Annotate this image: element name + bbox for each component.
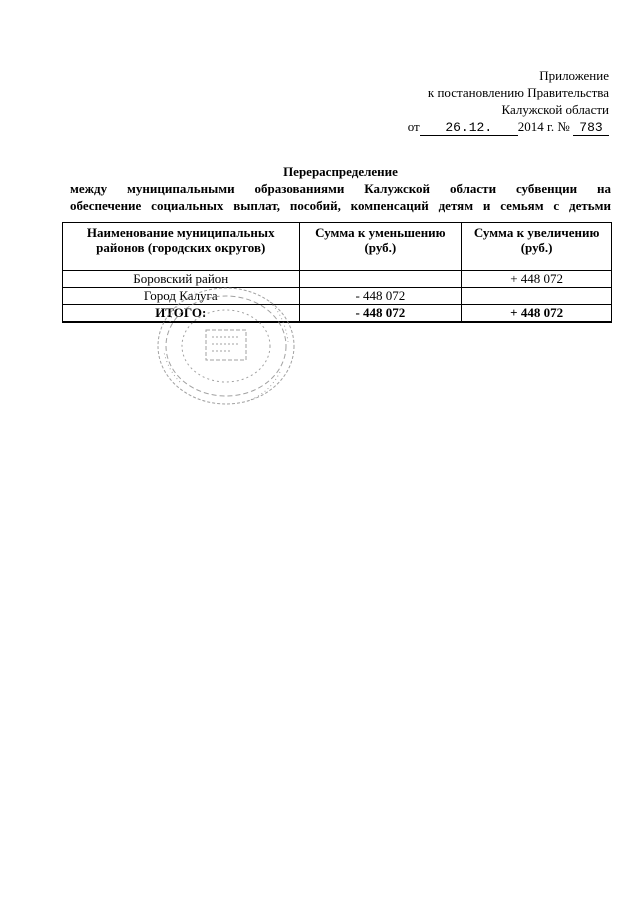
column-header-decrease: Сумма к уменьшению (руб.) [299, 223, 462, 271]
column-header-name: Наименование муниципальных районов (городских округов) [63, 223, 300, 271]
date-prefix: от [407, 119, 420, 134]
row-decrease [299, 271, 462, 288]
total-decrease: - 448 072 [299, 305, 462, 323]
document-title [70, 163, 611, 214]
official-seal-stamp [150, 282, 300, 410]
title-line-2: между муниципальными образованиями Калужской области субвенции на [70, 181, 611, 196]
appendix-resolution: к постановлению Правительства [427, 85, 609, 100]
year-text: 2014 г. № [517, 119, 570, 134]
total-increase: + 448 072 [462, 305, 612, 323]
table-row [63, 271, 612, 288]
row-decrease: - 448 072 [299, 288, 462, 305]
row-increase [462, 288, 612, 305]
table-header-row [63, 223, 612, 271]
row-name: Город Калуга [63, 288, 300, 305]
title-heading: Перераспределение [283, 164, 398, 179]
table-total-row [63, 305, 612, 323]
total-label: ИТОГО: [63, 305, 300, 323]
appendix-block [408, 67, 609, 136]
table-row [63, 288, 612, 305]
column-header-increase: Сумма к увеличению (руб.) [462, 223, 612, 271]
appendix-title: Приложение [539, 68, 609, 83]
row-increase: + 448 072 [462, 271, 612, 288]
date-value: 26.12. [420, 120, 518, 136]
appendix-date-line [408, 118, 609, 136]
document-number: 783 [573, 120, 609, 136]
title-line-3: обеспечение социальных выплат, пособий, компенсаций детям и семьям с детьми [70, 198, 611, 213]
redistribution-table [62, 222, 612, 323]
appendix-region: Калужской области [501, 102, 609, 117]
row-name: Боровский район [63, 271, 300, 288]
